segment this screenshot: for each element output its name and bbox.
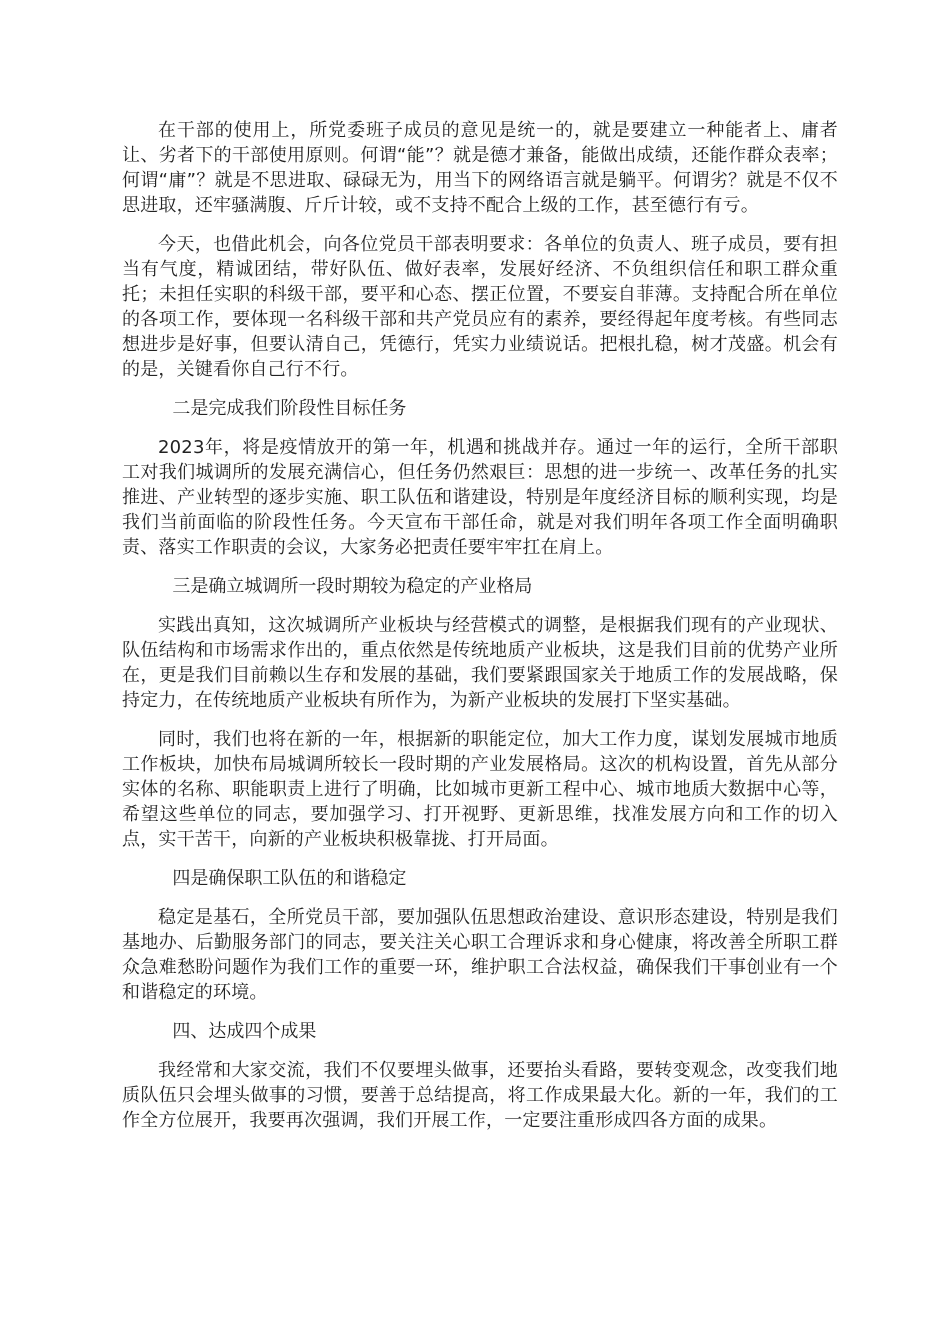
heading-four-results: 四、达成四个成果: [172, 1021, 317, 1042]
paragraph-2023: 2023年，将是疫情放开的第一年，机遇和挑战并存。通过一年的运行，全所干部职工对我们城调所的发展充满信心，但任务仍然艰巨：思想的进一步统一、改革任务的扎实推进、产业转型的逐步实施、职工队伍和谐建设，特别是年度经济目标的顺利实现，均是我们当前面临的阶段性任务。今天宣布干部任命，就是对我们明年各项工作全面明确职责、落实工作职责的会议，大家务必把责任要牢牢扛在肩上。: [122, 437, 838, 558]
paragraph-stability: 稳定是基石，全所党员干部，要加强队伍思想政治建设、意识形态建设，特别是我们基地办、后勤服务部门的同志，要关注关心职工合理诉求和身心健康，将改善全所职工群众急难愁盼问题作为我们工作的重要一环，维护职工合法权益，确保我们干事创业有一个和谐稳定的环境。: [122, 907, 838, 1003]
heading-team-stability: 四是确保职工队伍的和谐稳定: [172, 868, 407, 889]
paragraph-cadre-usage: 在干部的使用上，所党委班子成员的意见是统一的，就是要建立一种能者上、庸者让、劣者下的干部使用原则。何谓“能”？就是德才兼备，能做出成绩，还能作群众表率；何谓“庸”？就是不思进取、碌碌无为，用当下的网络语言就是躺平。何谓劣？就是不仅不思进取，还牢骚满腹、斤斤计较，或不支持不配合上级的工作，甚至德行有亏。: [122, 120, 838, 216]
paragraph-requirements: 今天，也借此机会，向各位党员干部表明要求：各单位的负责人、班子成员，要有担当有气度，精诚团结，带好队伍、做好表率，发展好经济、不负组织信任和职工群众重托；未担任实职的科级干部，要平和心态、摆正位置，不要妄自菲薄。支持配合所在单位的各项工作，要体现一名科级干部和共产党员应有的素养，要经得起年度考核。有些同志想进步是好事，但要认清自己，凭德行，凭实力业绩说话。把根扎稳，树才茂盛。机会有的是，关键看你自己行不行。: [122, 234, 838, 380]
paragraph-communication: 我经常和大家交流，我们不仅要埋头做事，还要抬头看路，要转变观念，改变我们地质队伍只会埋头做事的习惯，要善于总结提高，将工作成果最大化。新的一年，我们的工作全方位展开，我要再次强调，我们开展工作，一定要注重形成四各方面的成果。: [122, 1060, 838, 1131]
heading-industry-layout: 三是确立城调所一段时期较为稳定的产业格局: [172, 576, 533, 597]
paragraph-practice: 实践出真知，这次城调所产业板块与经营模式的调整，是根据我们现有的产业现状、队伍结构和市场需求作出的，重点依然是传统地质产业板块，这是我们目前的优势产业所在，更是我们目前赖以生存和发展的基础，我们要紧跟国家关于地质工作的发展战略，保持定力，在传统地质产业板块有所作为，为新产业板块的发展打下坚实基础。: [122, 615, 838, 711]
heading-phase-goals: 二是完成我们阶段性目标任务: [172, 398, 407, 419]
document-page: [122, 118, 838, 1147]
paragraph-meanwhile: 同时，我们也将在新的一年，根据新的职能定位，加大工作力度，谋划发展城市地质工作板块，加快布局城调所较长一段时期的产业发展格局。这次的机构设置，首先从部分实体的名称、职能职责上进行了明确，比如城市更新工程中心、城市地质大数据中心等，希望这些单位的同志，要加强学习、打开视野、更新思维，找准发展方向和工作的切入点，实干苦干，向新的产业板块积极靠拢、打开局面。: [122, 729, 838, 850]
